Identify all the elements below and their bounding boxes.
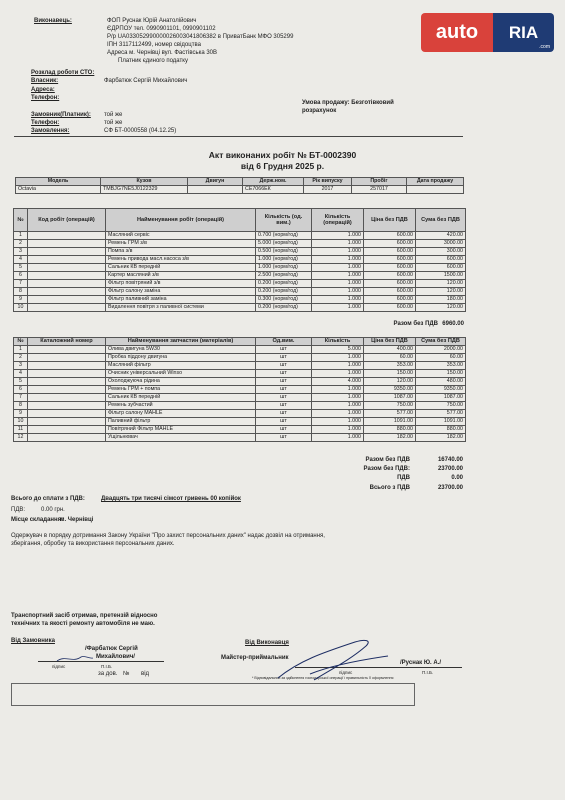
works-row xyxy=(14,280,466,288)
parts-cell-code xyxy=(28,378,106,386)
parts-cell-qty: шт xyxy=(256,434,312,442)
parts-cell-sum: 150.00 xyxy=(416,370,466,378)
consent-line-2: зберігання, обробку та використання персональних даних. xyxy=(11,541,175,547)
works-cell-qty2: 1.000 xyxy=(312,256,364,264)
works-row xyxy=(14,288,466,296)
parts-cell-qty2: 1.000 xyxy=(312,418,364,426)
works-cell-sum: 120.00 xyxy=(416,304,466,312)
parts-cell-no: 4 xyxy=(14,370,28,378)
works-cell-price: 600.00 xyxy=(364,296,416,304)
parts-cell-price: 1087.00 xyxy=(364,394,416,402)
executor-line-5: Адреса м. Чернівці вул. Фастівська 30В xyxy=(107,50,218,56)
works-row xyxy=(14,248,466,256)
works-cell-code xyxy=(28,232,106,240)
parts-header-qty: Кількість xyxy=(312,338,364,346)
works-cell-price: 600.00 xyxy=(364,288,416,296)
parts-cell-qty2: 5.000 xyxy=(312,346,364,354)
works-row xyxy=(14,296,466,304)
parts-cell-name: Олива двигуна 5W30 xyxy=(106,346,256,354)
bottom-blank-box xyxy=(11,683,415,706)
customer-phone-label: Телефон: xyxy=(31,120,60,126)
master-name-line xyxy=(400,667,462,668)
watermark-auto-text: auto xyxy=(421,13,493,52)
parts-cell-no: 9 xyxy=(14,410,28,418)
works-cell-code xyxy=(28,264,106,272)
parts-cell-name: Фільтр салону MAHLE xyxy=(106,410,256,418)
works-cell-qty2: 1.000 xyxy=(312,288,364,296)
parts-row xyxy=(14,410,466,418)
works-row xyxy=(14,272,466,280)
parts-cell-no: 7 xyxy=(14,394,28,402)
parts-row xyxy=(14,402,466,410)
vehicle-header-mileage: Пробіг xyxy=(352,178,407,186)
payment-vat-value: 0.00 грн. xyxy=(41,507,65,513)
vehicle-header-row xyxy=(16,178,464,186)
summary-net-label: Разом без ПДВ: xyxy=(363,466,410,472)
parts-cell-qty: шт xyxy=(256,402,312,410)
parts-cell-qty2: 1.000 xyxy=(312,426,364,434)
works-cell-price: 600.00 xyxy=(364,232,416,240)
works-cell-sum: 120.00 xyxy=(416,280,466,288)
address-label: Адреса: xyxy=(31,87,55,93)
works-cell-no: 5 xyxy=(14,264,28,272)
parts-cell-no: 8 xyxy=(14,402,28,410)
parts-row xyxy=(14,354,466,362)
parts-header-unit: Од.вим. xyxy=(256,338,312,346)
works-cell-no: 8 xyxy=(14,288,28,296)
executor-signature-label: Від Виконавця xyxy=(245,640,289,646)
works-cell-sum: 300.00 xyxy=(416,248,466,256)
vehicle-engine-value xyxy=(188,186,243,194)
parts-cell-code xyxy=(28,418,106,426)
parts-cell-no: 3 xyxy=(14,362,28,370)
works-body xyxy=(14,232,466,312)
parts-cell-name: Сальник КВ передній xyxy=(106,394,256,402)
works-cell-name: Картер масляний з/в xyxy=(106,272,256,280)
parts-header-catalog: Каталожний номер xyxy=(28,338,106,346)
works-cell-qty: 0.700 (норм/год) xyxy=(256,232,312,240)
parts-cell-qty: шт xyxy=(256,362,312,370)
phone-label: Телефон: xyxy=(31,95,60,101)
works-cell-qty2: 1.000 xyxy=(312,304,364,312)
parts-cell-code xyxy=(28,346,106,354)
parts-cell-code xyxy=(28,354,106,362)
works-cell-sum: 420.00 xyxy=(416,232,466,240)
works-table xyxy=(13,208,466,312)
place-value: м. Чернівці xyxy=(60,517,94,523)
parts-cell-name: Охолоджуюча рідина xyxy=(106,378,256,386)
vehicle-plate-value: СЕ7066ЕК xyxy=(243,186,304,194)
customer-sign-caption: підпис xyxy=(52,664,66,669)
parts-cell-qty: шт xyxy=(256,410,312,418)
works-cell-price: 600.00 xyxy=(364,256,416,264)
executor-line-6: Платник єдиного податку xyxy=(118,58,188,64)
works-cell-sum: 180.00 xyxy=(416,296,466,304)
vehicle-header-model: Модель xyxy=(16,178,101,186)
works-cell-qty: 1.000 (норм/год) xyxy=(256,256,312,264)
works-cell-qty: 0.200 (норм/год) xyxy=(256,304,312,312)
customer-label: Замовник(Платник): xyxy=(31,112,91,118)
parts-cell-name: Масляний фільтр xyxy=(106,362,256,370)
works-cell-qty2: 1.000 xyxy=(312,280,364,288)
parts-cell-sum: 182.00 xyxy=(416,434,466,442)
vehicle-table xyxy=(15,177,464,194)
works-header-name: Найменування робіт (операцій) xyxy=(106,209,256,232)
parts-cell-qty2: 1.000 xyxy=(312,370,364,378)
parts-cell-sum: 577.00 xyxy=(416,410,466,418)
works-row xyxy=(14,232,466,240)
works-row xyxy=(14,256,466,264)
works-cell-qty: 0.300 (норм/год) xyxy=(256,296,312,304)
parts-cell-price: 9350.00 xyxy=(364,386,416,394)
works-cell-price: 600.00 xyxy=(364,248,416,256)
works-cell-qty: 0.200 (норм/год) xyxy=(256,280,312,288)
parts-cell-price: 750.00 xyxy=(364,402,416,410)
executor-label: Виконавець: xyxy=(34,18,72,24)
summary-vat-value: 0.00 xyxy=(451,475,463,481)
parts-cell-qty: шт xyxy=(256,346,312,354)
parts-header-name: Найменування запчастин (матеріалів) xyxy=(106,338,256,346)
parts-cell-qty2: 1.000 xyxy=(312,362,364,370)
owner-value: Фарбатюк Сергій Михайлович xyxy=(104,78,188,84)
payment-total-words: Двадцять три тисячі сімсот гривень 00 копійок xyxy=(101,496,241,502)
parts-cell-code xyxy=(28,394,106,402)
works-cell-name: Масляний сервіс xyxy=(106,232,256,240)
parts-cell-qty2: 1.000 xyxy=(312,354,364,362)
parts-cell-price: 880.00 xyxy=(364,426,416,434)
works-cell-qty2: 1.000 xyxy=(312,272,364,280)
works-cell-qty: 5.000 (норм/год) xyxy=(256,240,312,248)
summary-gross-label: Всього з ПДВ xyxy=(369,485,410,491)
works-cell-qty2: 1.000 xyxy=(312,264,364,272)
parts-cell-price: 1091.00 xyxy=(364,418,416,426)
vehicle-sale-date-value xyxy=(407,186,464,194)
works-cell-name: Помпа з/в xyxy=(106,248,256,256)
works-cell-qty: 1.000 (норм/год) xyxy=(256,264,312,272)
works-cell-name: Ремень привода масл.насоса з/в xyxy=(106,256,256,264)
vehicle-header-year: Рік випуску xyxy=(304,178,352,186)
parts-row xyxy=(14,394,466,402)
summary-vat-label: ПДВ xyxy=(397,475,410,481)
customer-signature-label: Від Замовника xyxy=(11,638,55,644)
works-cell-no: 10 xyxy=(14,304,28,312)
works-cell-name: Сальник КВ передній xyxy=(106,264,256,272)
parts-cell-no: 10 xyxy=(14,418,28,426)
parts-row xyxy=(14,370,466,378)
master-sign-caption: підпис xyxy=(339,670,353,675)
works-header-no: № xyxy=(14,209,28,232)
parts-cell-price: 120.00 xyxy=(364,378,416,386)
parts-cell-name: Очисник універсальний Winso xyxy=(106,370,256,378)
parts-cell-no: 12 xyxy=(14,434,28,442)
vehicle-header-body: Кузов xyxy=(101,178,188,186)
parts-row xyxy=(14,426,466,434)
works-cell-code xyxy=(28,240,106,248)
executor-line-1: ФОП Руснак Юрій Анатолійович xyxy=(107,18,197,24)
parts-header-price: Ціна без ПДВ xyxy=(364,338,416,346)
master-name: /Руснак Ю. А./ xyxy=(400,660,442,666)
parts-cell-qty2: 1.000 xyxy=(312,434,364,442)
payment-vat-label: ПДВ: xyxy=(11,507,26,513)
works-cell-qty2: 1.000 xyxy=(312,240,364,248)
works-cell-name: Фільтр салону заміна xyxy=(106,288,256,296)
parts-cell-sum: 60.00 xyxy=(416,354,466,362)
works-cell-code xyxy=(28,256,106,264)
parts-cell-sum: 480.00 xyxy=(416,378,466,386)
works-row xyxy=(14,240,466,248)
works-cell-price: 600.00 xyxy=(364,304,416,312)
works-cell-sum: 120.00 xyxy=(416,288,466,296)
act-date: від 6 Грудня 2025 р. xyxy=(240,161,325,171)
responsible-note: * Відповідальний за здійснення господарської операції і правильність її оформлення xyxy=(252,676,394,680)
works-header-row xyxy=(14,209,466,232)
parts-cell-sum: 2000.00 xyxy=(416,346,466,354)
works-cell-qty: 2.500 (норм/год) xyxy=(256,272,312,280)
works-cell-name: Видалення повітря з паливної системи xyxy=(106,304,256,312)
works-cell-sum: 3000.00 xyxy=(416,240,466,248)
parts-total-label: Разом без ПДВ xyxy=(365,457,410,463)
customer-name-caption: П.І.Б. xyxy=(101,664,113,669)
parts-header-sum: Сума без ПДВ xyxy=(416,338,466,346)
parts-cell-qty: шт xyxy=(256,354,312,362)
works-cell-price: 600.00 xyxy=(364,272,416,280)
parts-row xyxy=(14,418,466,426)
parts-cell-qty: шт xyxy=(256,394,312,402)
act-title: Акт виконаних робіт № БТ-0002390 xyxy=(208,150,357,160)
works-cell-code xyxy=(28,272,106,280)
works-cell-code xyxy=(28,288,106,296)
works-cell-name: Ремень ГРМ з/в xyxy=(106,240,256,248)
customer-value: той же xyxy=(104,112,123,118)
works-total-label: Разом без ПДВ xyxy=(393,321,438,327)
transport-line-2: технічних та якості ремонту автомобіля не маю. xyxy=(11,621,155,627)
works-total-value: 6960.00 xyxy=(442,321,464,327)
works-cell-qty2: 1.000 xyxy=(312,296,364,304)
consent-line-1: Одержувач в порядку дотримання Закону України "Про захист персональних даних" надає дозвіл на отримання, xyxy=(11,533,325,539)
watermark-ria-text: RIA .com xyxy=(493,13,554,52)
terms-label: Умова продажу: Безготівковий xyxy=(302,100,394,106)
works-cell-qty2: 1.000 xyxy=(312,232,364,240)
vehicle-header-engine: Двигун xyxy=(188,178,243,186)
parts-cell-code xyxy=(28,386,106,394)
parts-row xyxy=(14,378,466,386)
master-label: Майстер-приймальник xyxy=(221,655,289,661)
parts-cell-qty2: 1.000 xyxy=(312,402,364,410)
parts-cell-price: 182.00 xyxy=(364,434,416,442)
works-cell-qty: 0.500 (норм/год) xyxy=(256,248,312,256)
parts-cell-name: Пробка піддону двигуна xyxy=(106,354,256,362)
customer-name-2: Михайлович/ xyxy=(96,654,135,660)
place-label: Місце складання: xyxy=(11,517,64,523)
vehicle-body-value: TMBJG7NE5J0122329 xyxy=(101,186,188,194)
parts-row xyxy=(14,386,466,394)
parts-cell-name: Ремень ГРМ + помпа xyxy=(106,386,256,394)
order-label: Замовлення: xyxy=(31,128,70,134)
works-cell-no: 6 xyxy=(14,272,28,280)
workshop-hours-label: Розклад роботи СТО: xyxy=(31,70,95,76)
parts-cell-code xyxy=(28,410,106,418)
works-cell-sum: 1500.00 xyxy=(416,272,466,280)
parts-cell-price: 150.00 xyxy=(364,370,416,378)
summary-net-value: 23700.00 xyxy=(437,466,463,472)
works-cell-no: 3 xyxy=(14,248,28,256)
vehicle-header-sale-date: Дата продажу xyxy=(407,178,464,186)
header-divider xyxy=(14,136,463,137)
parts-cell-qty2: 1.000 xyxy=(312,386,364,394)
terms-value: розрахунок xyxy=(302,108,337,114)
works-cell-no: 4 xyxy=(14,256,28,264)
summary-gross-value: 23700.00 xyxy=(437,485,463,491)
works-cell-no: 9 xyxy=(14,296,28,304)
parts-cell-sum: 353.00 xyxy=(416,362,466,370)
works-cell-name: Фільтр повітряний з/в xyxy=(106,280,256,288)
parts-cell-name: Ремень зубчастий xyxy=(106,402,256,410)
executor-handwritten-signature xyxy=(270,630,400,690)
transport-line-1: Транспортний засіб отримав, претензій відносно xyxy=(11,613,158,619)
parts-cell-name: Повітряний Фільтр MAHLE xyxy=(106,426,256,434)
parts-cell-name: Ущільнювач xyxy=(106,434,256,442)
attorney-date-caption: від xyxy=(141,671,150,677)
works-cell-price: 600.00 xyxy=(364,280,416,288)
parts-cell-qty2: 4.000 xyxy=(312,378,364,386)
works-row xyxy=(14,304,466,312)
parts-header-row xyxy=(14,338,466,346)
parts-cell-code xyxy=(28,402,106,410)
customer-handwritten-signature xyxy=(55,652,95,666)
parts-cell-no: 11 xyxy=(14,426,28,434)
parts-cell-no: 1 xyxy=(14,346,28,354)
parts-cell-price: 400.00 xyxy=(364,346,416,354)
works-cell-sum: 600.00 xyxy=(416,264,466,272)
works-cell-price: 600.00 xyxy=(364,264,416,272)
parts-row xyxy=(14,434,466,442)
parts-header-no: № xyxy=(14,338,28,346)
executor-line-2: ЄДРПОУ тел. 0990901101, 0990901102 xyxy=(107,26,216,32)
works-cell-price: 600.00 xyxy=(364,240,416,248)
parts-total-value: 16740.00 xyxy=(437,457,463,463)
works-cell-no: 1 xyxy=(14,232,28,240)
parts-table xyxy=(13,337,466,442)
parts-cell-sum: 750.00 xyxy=(416,402,466,410)
attorney-number-caption: № xyxy=(123,671,130,677)
parts-body xyxy=(14,346,466,442)
works-header-qty-unit: Кількість (од. вим.) xyxy=(256,209,312,232)
autoria-watermark-logo xyxy=(421,13,554,52)
parts-cell-qty: шт xyxy=(256,386,312,394)
owner-label: Власник: xyxy=(31,78,59,84)
parts-cell-no: 5 xyxy=(14,378,28,386)
works-header-sum: Сума без ПДВ xyxy=(416,209,466,232)
executor-line-4: ІПН 3117112499, номер свідоцтва xyxy=(107,42,201,48)
parts-cell-qty: шт xyxy=(256,426,312,434)
vehicle-mileage-value: 257017 xyxy=(352,186,407,194)
parts-cell-code xyxy=(28,370,106,378)
parts-cell-code xyxy=(28,434,106,442)
customer-name-1: /Фарбатюк Сергій xyxy=(85,646,138,652)
vehicle-model-value: Octavia xyxy=(16,186,101,194)
works-cell-sum: 600.00 xyxy=(416,256,466,264)
works-header-code: Код робіт (операцій) xyxy=(28,209,106,232)
works-header-price: Ціна без ПДВ xyxy=(364,209,416,232)
parts-cell-sum: 9350.00 xyxy=(416,386,466,394)
parts-cell-qty: шт xyxy=(256,418,312,426)
parts-cell-sum: 1091.00 xyxy=(416,418,466,426)
parts-cell-sum: 1087.00 xyxy=(416,394,466,402)
parts-cell-no: 2 xyxy=(14,354,28,362)
parts-cell-name: Паливний фільтр xyxy=(106,418,256,426)
customer-name-line xyxy=(86,661,164,662)
works-cell-no: 2 xyxy=(14,240,28,248)
parts-cell-code xyxy=(28,362,106,370)
works-cell-code xyxy=(28,280,106,288)
works-header-qty-ops: Кількість (операцій) xyxy=(312,209,364,232)
parts-cell-price: 60.00 xyxy=(364,354,416,362)
works-cell-code xyxy=(28,304,106,312)
customer-phone-value: той же xyxy=(104,120,123,126)
vehicle-year-value: 2017 xyxy=(304,186,352,194)
parts-cell-qty2: 1.000 xyxy=(312,394,364,402)
works-cell-name: Фільтр паливний заміна xyxy=(106,296,256,304)
parts-cell-code xyxy=(28,426,106,434)
order-value: СФ БТ-0000558 (04.12.25) xyxy=(104,128,177,134)
parts-cell-price: 353.00 xyxy=(364,362,416,370)
parts-cell-qty: шт xyxy=(256,370,312,378)
parts-row xyxy=(14,362,466,370)
executor-line-3: Р/р UA033052990000026003041806382 в ПриватБанк МФО 305299 xyxy=(107,34,294,40)
parts-row xyxy=(14,346,466,354)
works-cell-code xyxy=(28,248,106,256)
parts-cell-price: 577.00 xyxy=(364,410,416,418)
parts-cell-sum: 880.00 xyxy=(416,426,466,434)
works-cell-qty: 0.200 (норм/год) xyxy=(256,288,312,296)
works-cell-code xyxy=(28,296,106,304)
vehicle-header-plate: Держ.ном. xyxy=(243,178,304,186)
parts-cell-qty2: 1.000 xyxy=(312,410,364,418)
attorney-caption: за дов. xyxy=(98,671,118,677)
parts-cell-no: 6 xyxy=(14,386,28,394)
payment-total-label: Всього до сплати з ПДВ: xyxy=(11,496,85,502)
works-cell-qty2: 1.000 xyxy=(312,248,364,256)
vehicle-value-row xyxy=(16,186,464,194)
works-cell-no: 7 xyxy=(14,280,28,288)
works-row xyxy=(14,264,466,272)
master-name-caption: П.І.Б. xyxy=(422,670,434,675)
parts-cell-qty: шт xyxy=(256,378,312,386)
